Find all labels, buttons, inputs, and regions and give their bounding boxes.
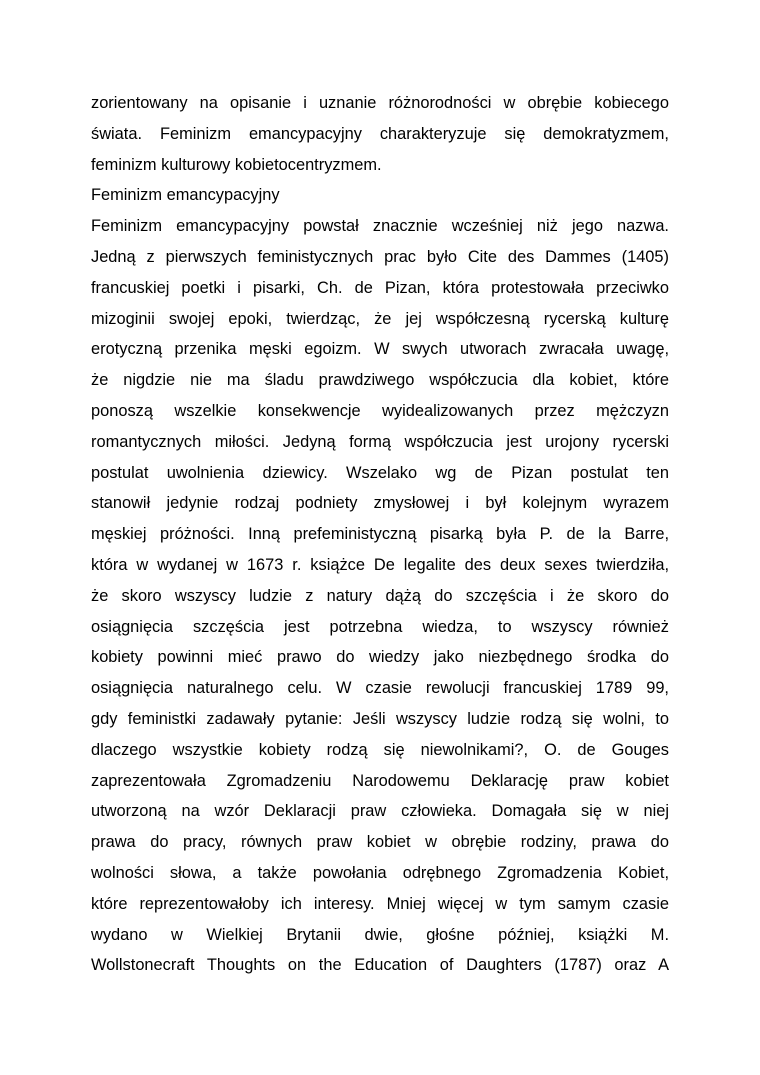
text-line: Feminizm emancypacyjny powstał znacznie wcześniej niż jego nazwa. [91, 217, 669, 236]
text-line: świata. Feminizm emancypacyjny charakteryzuje się demokratyzmem, [91, 124, 669, 143]
text-line: mizoginii swojej epoki, twierdząc, że jej współczesną rycerską kulturę [91, 309, 669, 328]
text-line: Wollstonecraft Thoughts on the Education of Daughters (1787) oraz A [91, 956, 669, 975]
text-line: Jedną z pierwszych feministycznych prac było Cite des Dammes (1405) [91, 247, 669, 266]
text-line: że nigdzie nie ma śladu prawdziwego współczucia dla kobiet, które [91, 371, 669, 390]
text-line: które reprezentowałoby ich interesy. Mniej więcej w tym samym czasie [91, 894, 669, 913]
text-line: ponoszą wszelkie konsekwencje wyidealizowanych przez mężczyzn [91, 401, 669, 420]
text-line: kobiety powinni mieć prawo do wiedzy jako niezbędnego środka do [91, 648, 669, 667]
text-line: stanowił jedynie rodzaj podniety zmysłowej i był kolejnym wyrazem [91, 494, 669, 513]
section-heading: Feminizm emancypacyjny [91, 186, 280, 205]
text-line: feminizm kulturowy kobietocentryzmem. [91, 155, 382, 174]
text-line: wydano w Wielkiej Brytanii dwie, głośne później, książki M. [91, 925, 669, 944]
text-line: wolności słowa, a także powołania odrębnego Zgromadzenia Kobiet, [91, 863, 669, 882]
text-line: męskiej próżności. Inną prefeministyczną pisarką była P. de la Barre, [91, 525, 669, 544]
text-line: osiągnięcia szczęścia jest potrzebna wiedza, to wszyscy również [91, 617, 669, 636]
text-line: gdy feministki zadawały pytanie: Jeśli wszyscy ludzie rodzą się wolni, to [91, 709, 669, 728]
text-line: zorientowany na opisanie i uznanie różnorodności w obrębie kobiecego [91, 94, 669, 112]
text-line: erotyczną przenika męski egoizm. W swych utworach zwracała uwagę, [91, 340, 669, 359]
text-line: która w wydanej w 1673 r. książce De legalite des deux sexes twierdziła, [91, 555, 669, 574]
text-line: francuskiej poetki i pisarki, Ch. de Pizan, która protestowała przeciwko [91, 278, 669, 297]
text-line: prawa do pracy, równych praw kobiet w obrębie rodziny, prawa do [91, 833, 669, 852]
text-line: postulat uwolnienia dziewicy. Wszelako wg de Pizan postulat ten [91, 463, 669, 482]
text-line: osiągnięcia naturalnego celu. W czasie rewolucji francuskiej 1789 99, [91, 679, 669, 698]
text-line: dlaczego wszystkie kobiety rodzą się niewolnikami?, O. de Gouges [91, 740, 669, 759]
text-line: że skoro wszyscy ludzie z natury dążą do szczęścia i że skoro do [91, 586, 669, 605]
text-line: zaprezentowała Zgromadzeniu Narodowemu Deklarację praw kobiet [91, 771, 669, 790]
text-line: romantycznych miłości. Jedyną formą współczucia jest urojony rycerski [91, 432, 669, 451]
text-line: utworzoną na wzór Deklaracji praw człowieka. Domagała się w niej [91, 802, 669, 821]
document-body [91, 88, 669, 981]
